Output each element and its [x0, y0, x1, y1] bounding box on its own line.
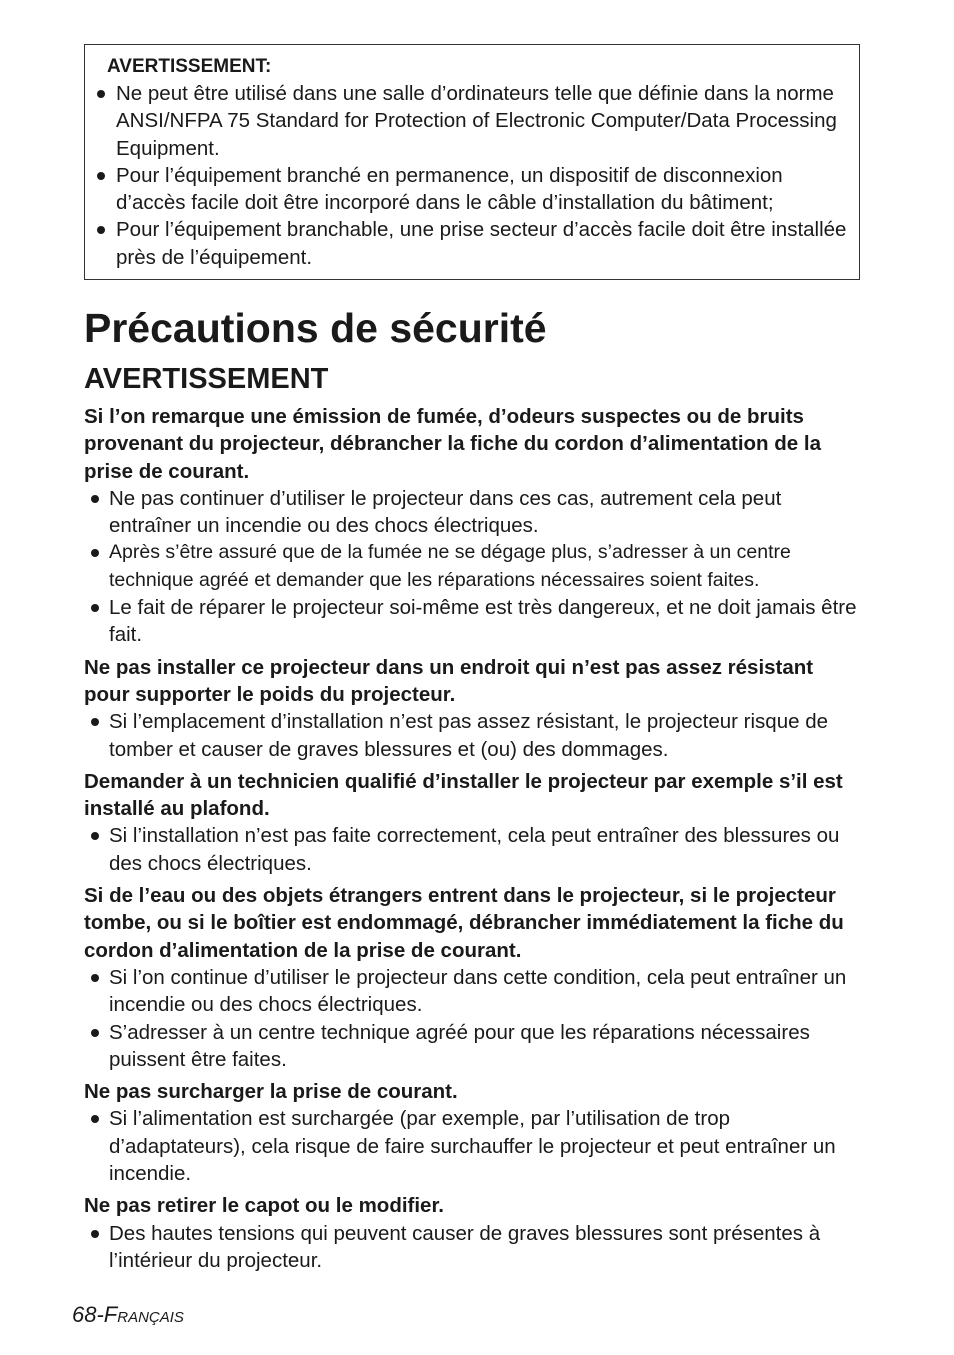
- precaution-bullet: Après s’être assuré que de la fumée ne se dégage plus, s’adresser à un centre technique agréé et demander que les réparations nécessaires soient faites.: [84, 539, 864, 594]
- page-footer: [72, 1300, 184, 1330]
- precaution-bullet: S’adresser à un centre technique agréé pour que les réparations nécessaires puissent être faites.: [84, 1019, 864, 1074]
- precaution-item-qualified-technician: [84, 768, 864, 877]
- installation-warning-box: [84, 44, 860, 280]
- precaution-title: Ne pas retirer le capot ou le modifier.: [84, 1194, 445, 1218]
- warning-box-title: AVERTISSEMENT:: [107, 56, 272, 77]
- precaution-title: Ne pas installer ce projecteur dans un endroit qui n’est pas assez résistant pour supporter le poids du projecteur.: [84, 655, 814, 706]
- safety-precautions-content: [84, 300, 864, 1274]
- page-title: Précautions de sécurité: [84, 305, 547, 351]
- footer-language: Français: [103, 1302, 184, 1327]
- precaution-bullet: Si l’emplacement d’installation n’est pas assez résistant, le projecteur risque de tomber et causer de graves blessures et (ou) des dommages.: [84, 708, 864, 763]
- warning-bullet: Pour l’équipement branché en permanence, un dispositif de disconnexion d’accès facile doit être incorporé dans le câble d’installation du bâtiment;: [95, 162, 853, 217]
- precaution-bullet: Si l’on continue d’utiliser le projecteur dans cette condition, cela peut entraîner un incendie ou des chocs électriques.: [84, 964, 864, 1019]
- precaution-bullet: Des hautes tensions qui peuvent causer de graves blessures sont présentes à l’intérieur du projecteur.: [84, 1220, 864, 1275]
- precaution-title: Si de l’eau ou des objets étrangers entrent dans le projecteur, si le projecteur tombe, ou si le boîtier est endommagé, débrancher immédiatement la fiche du cordon d’alimentation de la prise de courant.: [84, 884, 844, 962]
- precaution-item-smoke: [84, 403, 864, 649]
- precaution-title: Demander à un technicien qualifié d’installer le projecteur par exemple s’il est installé au plafond.: [84, 769, 843, 821]
- precaution-item-cover: [84, 1192, 864, 1274]
- precaution-title: Ne pas surcharger la prise de courant.: [84, 1080, 458, 1104]
- precaution-item-water-foreign-objects: [84, 882, 864, 1073]
- precaution-item-installation-location: [84, 654, 864, 763]
- warning-bullet: Ne peut être utilisé dans une salle d’ordinateurs telle que définie dans la norme ANSI/NFPA 75 Standard for Protection of Electronic Computer/Data Processing Equipment.: [95, 80, 853, 162]
- precaution-bullet: Ne pas continuer d’utiliser le projecteur dans ces cas, autrement cela peut entraîner un incendie ou des chocs électriques.: [84, 485, 864, 540]
- page-number: 68-: [72, 1302, 104, 1327]
- precaution-title: Si l’on remarque une émission de fumée, d’odeurs suspectes ou de bruits provenant du projecteur, débrancher la fiche du cordon d’alimentation de la prise de courant.: [84, 405, 821, 483]
- precaution-bullet: Le fait de réparer le projecteur soi-même est très dangereux, et ne doit jamais être fait.: [84, 594, 864, 649]
- section-title: AVERTISSEMENT: [84, 363, 329, 395]
- precaution-bullet: Si l’installation n’est pas faite correctement, cela peut entraîner des blessures ou des chocs électriques.: [84, 822, 864, 877]
- warning-bullet: Pour l’équipement branchable, une prise secteur d’accès facile doit être installée près de l’équipement.: [95, 216, 853, 271]
- precaution-item-outlet-overload: [84, 1078, 864, 1187]
- precaution-bullet: Si l’alimentation est surchargée (par exemple, par l’utilisation de trop d’adaptateurs), cela risque de faire surchauffer le projecteur et peut entraîner un incendie.: [84, 1105, 864, 1187]
